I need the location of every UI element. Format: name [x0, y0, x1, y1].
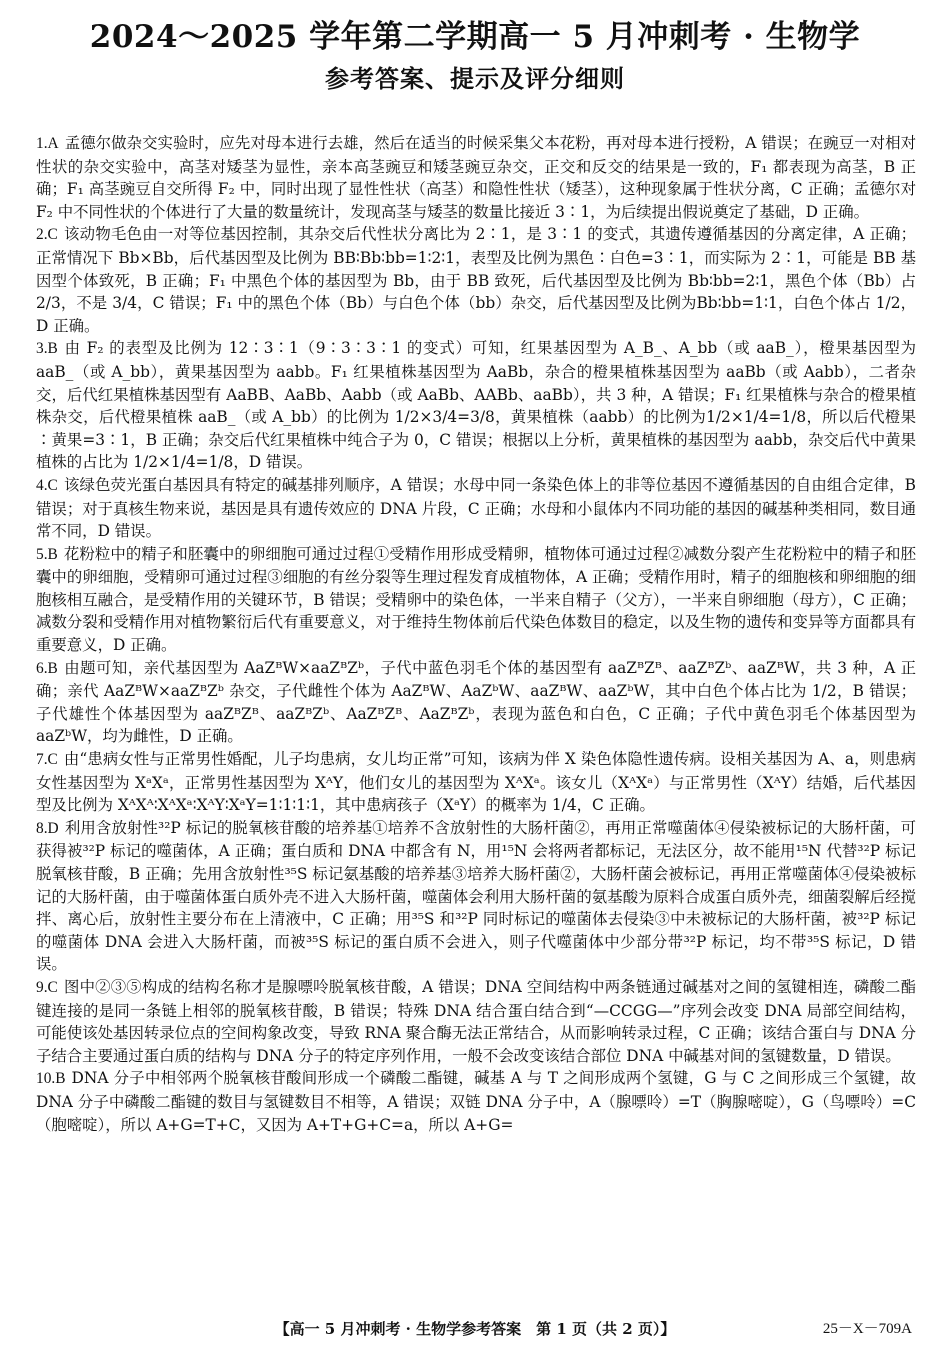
- footer-page-info: 【高一 5 月冲刺考 · 生物学参考答案 第 1 页（共 2 页）】: [274, 1320, 676, 1338]
- answer-item-5: [36, 543, 916, 657]
- page-footer: [0, 1317, 950, 1341]
- answer-explanation: 该绿色荧光蛋白基因具有特定的碱基排列顺序，A 错误；水母中同一条染色体上的非等位基因不遵循基因的自由组合定律，B 错误；对于真核生物来说，基因是具有遗传效应的 DNA 片段，C 正确；水母和小鼠体内不同功能的基因的碱基种类相同，数目通常不同，D 错误。: [36, 475, 916, 541]
- page-title: 2024～2025 学年第二学期高一 5 月冲刺考 · 生物学: [89, 19, 861, 55]
- answer-item-6: [36, 657, 916, 748]
- answer-key: C: [47, 978, 58, 996]
- answer-key: B: [47, 545, 58, 563]
- footer-exam-code: 25－X－709A: [822, 1321, 912, 1337]
- answer-number: 10.: [36, 1070, 56, 1088]
- answer-explanation: 图中②③⑤构成的结构名称才是腺嘌呤脱氧核苷酸，A 错误；DNA 空间结构中两条链通过碱基对之间的氢键相连，磷酸二酯键连接的是同一条链上相邻的脱氧核苷酸，B 错误；特殊 DNA 结合蛋白结合到“—CCGG—”序列会改变 DNA 局部空间结构，可能使该处基因转录位点的空间构象改变，导致 RNA 聚合酶无法正常结合，从而影响转录过程，C 正确；该结合蛋白与 DNA 分子结合主要通过蛋白质的结构与 DNA 分子的特定序列作用，一般不会改变该结合部位 DNA 中碱基对间的氢键数量，D 错误。: [36, 977, 916, 1065]
- answer-key: C: [47, 751, 58, 769]
- answer-key: B: [55, 1070, 66, 1088]
- answer-item-9: [36, 976, 916, 1067]
- answer-item-10: [36, 1067, 916, 1136]
- answer-number: 6.: [36, 659, 48, 677]
- answer-item-2: [36, 223, 916, 337]
- answer-explanation: 由题可知，亲代基因型为 AaZᴮW×aaZᴮZᵇ，子代中蓝色羽毛个体的基因型有 aaZᴮZᴮ、aaZᴮZᵇ、aaZᴮW，共 3 种，A 正确；亲代 AaZᴮW×aaZᴮZᵇ 杂交，子代雌性个体为 AaZᴮW、AaZᵇW、aaZᴮW、aaZᵇW，其中白色个体占比为 1/2，B 错误；子代雄性个体基因型为 aaZᴮZᴮ、aaZᴮZᵇ、AaZᴮZᴮ、AaZᴮZᵇ，表现为蓝色和白色，C 正确；子代中黄色羽毛个体基因型为 aaZᵇW，均为雌性，D 正确。: [36, 658, 917, 746]
- answer-list: [36, 132, 916, 1136]
- answer-key: B: [47, 340, 58, 358]
- answer-key: C: [47, 226, 58, 244]
- answer-explanation: 利用含放射性³²P 标记的脱氧核苷酸的培养基①培养不含放射性的大肠杆菌②，再用正常噬菌体④侵染被标记的大肠杆菌，可获得被³²P 标记的噬菌体，A 正确；蛋白质和 DNA 中都含有 N，用¹⁵N 会将两者都标记，无法区分，故不能用¹⁵N 代替³²P 标记脱氧核苷酸，B 正确；先用含放射性³⁵S 标记氨基酸的培养基③培养大肠杆菌②，大肠杆菌会被标记，再用正常噬菌体④侵染被标记的大肠杆菌，由于噬菌体蛋白质外壳不进入大肠杆菌，噬菌体会利用大肠杆菌的氨基酸为原料合成蛋白质外壳，细菌裂解后经搅拌、离心后，放射性主要分布在上清液中，C 正确；用³⁵S 和³²P 同时标记的噬菌体去侵染③中未被标记的大肠杆菌，被³²P 标记的噬菌体 DNA 会进入大肠杆菌，而被³⁵S 标记的蛋白质不会进入，则子代噬菌体中少部分带³²P 标记，均不带³⁵S 标记，D 错误。: [36, 818, 916, 974]
- answer-key: D: [47, 819, 59, 837]
- answer-item-3: [36, 337, 916, 474]
- answer-number: 1.: [36, 135, 48, 152]
- answer-item-1: [36, 132, 916, 223]
- answer-key: C: [47, 476, 58, 494]
- answer-explanation: 孟德尔做杂交实验时，应先对母本进行去雄，然后在适当的时候采集父本花粉，再对母本进行授粉，A 错误；在豌豆一对相对性状的杂交实验中，高茎对矮茎为显性，亲本高茎豌豆和矮茎豌豆杂交，正交和反交的结果是一致的，F₁ 都表现为高茎，B 正确；F₁ 高茎豌豆自交所得 F₂ 中，同时出现了显性性状（高茎）和隐性性状（矮茎），这种现象属于性状分离，C 正确；孟德尔对 F₂ 中不同性状的个体进行了大量的数量统计，发现高茎与矮茎的数量比接近 3∶1，为后续提出假说奠定了基础，D 正确。: [36, 134, 916, 221]
- page-subtitle: 参考答案、提示及评分细则: [325, 64, 625, 93]
- answer-number: 2.: [36, 226, 48, 244]
- answer-key: A: [47, 135, 59, 152]
- answer-item-7: [36, 748, 916, 817]
- answer-number: 4.: [36, 476, 48, 494]
- answer-number: 8.: [36, 819, 48, 837]
- answer-explanation: DNA 分子中相邻两个脱氧核苷酸间形成一个磷酸二酯键，碱基 A 与 T 之间形成两个氢键，G 与 C 之间形成三个氢键，故 DNA 分子中磷酸二酯键的数目与氢键数目不相等，A 错误；双链 DNA 分子中，A（腺嘌呤）=T（胸腺嘧啶），G（鸟嘌呤）=C（胞嘧啶），所以 A+G=T+C，又因为 A+T+G+C=a，所以 A+G=: [36, 1069, 916, 1134]
- answer-explanation: 花粉粒中的精子和胚囊中的卵细胞可通过过程①受精作用形成受精卵，植物体可通过过程②减数分裂产生花粉粒中的精子和胚囊中的卵细胞，受精卵可通过过程③细胞的有丝分裂等生理过程发育成植物体，A 正确；受精作用时，精子的细胞核和卵细胞的细胞核相互融合，是受精作用的关键环节，B 错误；受精卵中的染色体，一半来自精子（父方），一半来自卵细胞（母方），C 正确；减数分裂和受精作用对植物繁衍后代有重要意义，对于维持生物体前后代染色体数目的稳定，以及生物的遗传和变异等方面都具有重要意义，D 正确。: [36, 544, 916, 655]
- answer-explanation: 由“患病女性与正常男性婚配，儿子均患病，女儿均正常”可知，该病为伴 X 染色体隐性遗传病。设相关基因为 A、a，则患病女性基因型为 XᵃXᵃ，正常男性基因型为 XᴬY，他们女儿的基因型为 XᴬXᵃ。该女儿（XᴬXᵃ）与正常男性（XᴬY）结婚，后代基因型及比例为 XᴬXᴬ∶XᴬXᵃ∶XᴬY∶XᵃY=1∶1∶1∶1，其中患病孩子（XᵃY）的概率为 1/4，C 正确。: [36, 750, 916, 815]
- answer-number: 5.: [36, 545, 48, 563]
- answer-key: B: [47, 659, 58, 677]
- answer-number: 7.: [36, 751, 48, 769]
- answer-item-8: [36, 817, 916, 976]
- answer-item-4: [36, 474, 916, 543]
- answer-number: 3.: [36, 340, 48, 358]
- answer-explanation: 该动物毛色由一对等位基因控制，其杂交后代性状分离比为 2∶1，是 3∶1 的变式，其遗传遵循基因的分离定律，A 正确；正常情况下 Bb×Bb，后代基因型及比例为 BB∶Bb∶bb=1∶2∶1，表型及比例为黑色∶白色=3∶1，而实际为 2∶1，可能是 BB 基因型个体致死，B 正确；F₁ 中黑色个体的基因型为 Bb，由于 BB 致死，后代基因型及比例为 Bb∶bb=2∶1，黑色个体（Bb）占 2/3，不是 3/4，C 错误；F₁ 中的黑色个体（Bb）与白色个体（bb）杂交，后代基因型及比例为Bb∶bb=1∶1，白色个体占 1/2，D 正确。: [36, 225, 916, 335]
- answer-number: 9.: [36, 978, 48, 996]
- answer-explanation: 由 F₂ 的表型及比例为 12∶3∶1（9∶3∶3∶1 的变式）可知，红果基因型为 A_B_、A_bb（或 aaB_），橙果基因型为 aaB_（或 A_bb），黄果基因型为 aabb。F₁ 红果植株基因型为 AaBb，杂合的橙果植株基因型为 aaBb（或 Aabb），二者杂交，后代红果植株基因型有 AaBB、AaBb、Aabb（或 AaBb、AABb、aaBb），共 3 种，A 错误；F₁ 红果植株与杂合的橙果植株杂交，后代橙果植株 aaB_（或 A_bb）的比例为 1/2×3/4=3/8，黄果植株（aabb）的比例为1/2×1/4=1/8，所以后代橙果∶黄果=3∶1，B 正确；杂交后代红果植株中纯合子为 0，C 错误；根据以上分析，黄果植株的基因型为 aabb，杂交后代中黄果植株的占比为 1/2×1/4=1/8，D 错误。: [36, 339, 916, 472]
